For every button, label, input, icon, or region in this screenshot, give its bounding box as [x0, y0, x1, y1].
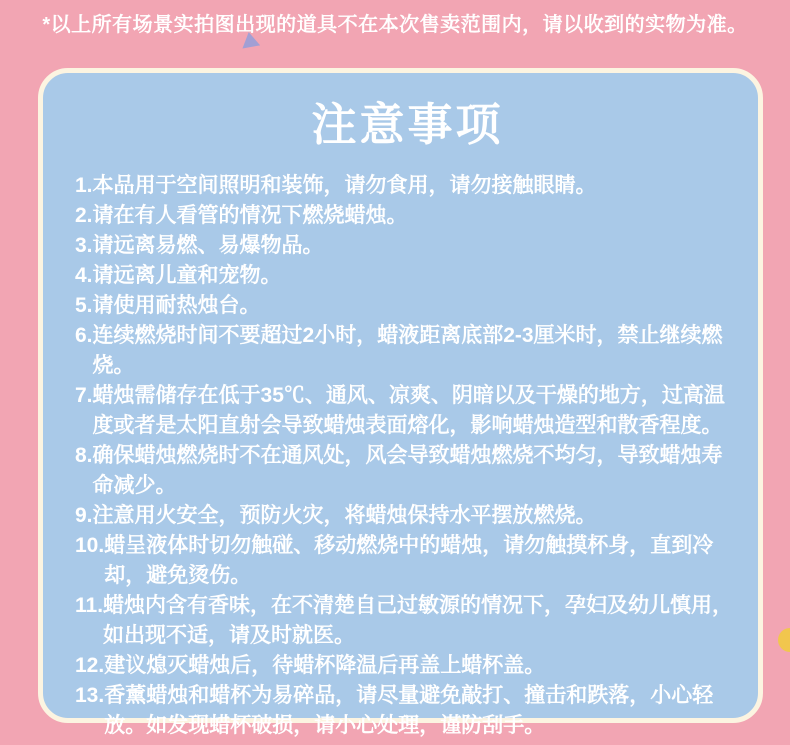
notice-item-number: 4. — [75, 264, 93, 287]
top-disclaimer-text: *以上所有场景实拍图出现的道具不在本次售卖范围内，请以收到的实物为准。 — [42, 14, 748, 36]
notice-item-8 — [75, 441, 740, 501]
notice-item-text: 请在有人看管的情况下燃烧蜡烛。 — [92, 204, 408, 227]
notice-item-text: 建议熄灭蜡烛后，待蜡杯降温后再盖上蜡杯盖。 — [104, 654, 546, 677]
notice-item-text: 确保蜡烛燃烧时不在通风处，风会导致蜡烛燃烧不均匀，导致蜡烛寿命减少。 — [92, 444, 723, 497]
notice-list — [75, 171, 740, 741]
notice-item-7 — [75, 381, 740, 441]
notice-item-number: 11. — [75, 594, 104, 617]
yellow-dot-decoration-icon — [778, 628, 790, 652]
notice-item-text: 请远离易燃、易爆物品。 — [92, 234, 324, 257]
notice-item-2 — [75, 201, 740, 231]
notice-item-number: 5. — [75, 294, 93, 317]
notice-item-text: 蜡烛内含有香味，在不清楚自己过敏源的情况下，孕妇及幼儿慎用，如出现不适，请及时就医。 — [103, 594, 734, 647]
notice-item-12 — [75, 651, 740, 681]
notice-item-text: 连续燃烧时间不要超过2小时，蜡液距离底部2-3厘米时，禁止继续燃烧。 — [92, 324, 723, 377]
notice-item-text: 注意用火安全，预防火灾，将蜡烛保持水平摆放燃烧。 — [92, 504, 597, 527]
notice-item-text: 请使用耐热烛台。 — [92, 294, 261, 317]
notice-item-number: 9. — [75, 504, 93, 527]
notice-item-number: 12. — [75, 654, 105, 677]
notice-item-number: 1. — [75, 174, 93, 197]
notice-item-1 — [75, 171, 740, 201]
notice-panel — [38, 68, 763, 737]
notice-item-number: 13. — [75, 684, 105, 707]
notice-item-number: 3. — [75, 234, 93, 257]
notice-item-11 — [75, 591, 740, 651]
notice-item-number: 6. — [75, 324, 93, 347]
notice-item-text: 香薰蜡烛和蜡杯为易碎品，请尽量避免敲打、撞击和跌落，小心轻放。如发现蜡杯破损，请小心处理，谨防刮手。 — [104, 684, 714, 737]
triangle-decoration-icon — [240, 31, 260, 49]
notice-item-3 — [75, 231, 740, 261]
notice-item-number: 2. — [75, 204, 93, 227]
notice-item-number: 10. — [75, 534, 105, 557]
notice-item-text: 蜡烛需储存在低于35℃、通风、凉爽、阴暗以及干燥的地方，过高温度或者是太阳直射会导致蜡烛表面熔化，影响蜡烛造型和散香程度。 — [92, 384, 725, 437]
notice-item-6 — [75, 321, 740, 381]
notice-item-13 — [75, 681, 740, 741]
notice-item-number: 8. — [75, 444, 93, 467]
notice-item-4 — [75, 261, 740, 291]
notice-item-number: 7. — [75, 384, 93, 407]
notice-item-5 — [75, 291, 740, 321]
notice-item-9 — [75, 501, 740, 531]
notice-title: 注意事项 — [311, 99, 504, 150]
notice-item-text: 本品用于空间照明和装饰，请勿食用，请勿接触眼睛。 — [92, 174, 597, 197]
notice-item-text: 蜡呈液体时切勿触碰、移动燃烧中的蜡烛，请勿触摸杯身，直到冷却，避免烫伤。 — [104, 534, 714, 587]
notice-item-10 — [75, 531, 740, 591]
notice-item-text: 请远离儿童和宠物。 — [92, 264, 282, 287]
